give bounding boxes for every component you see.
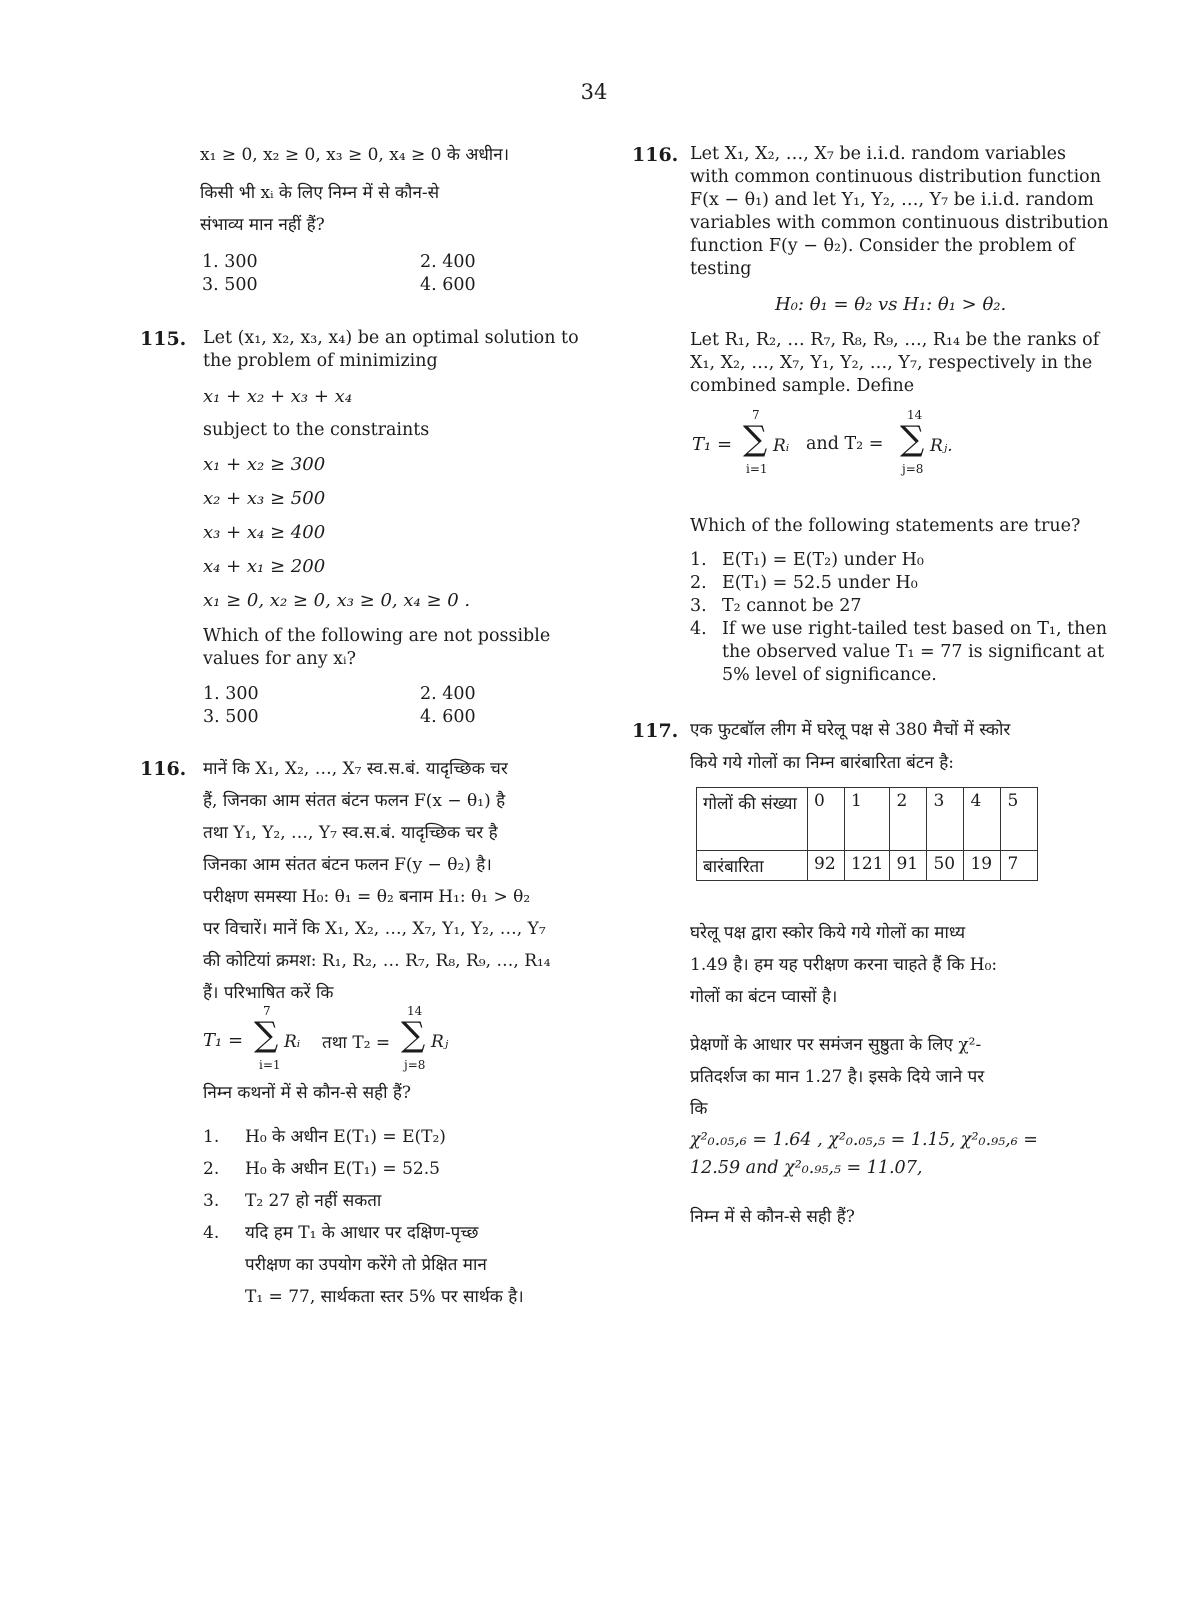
formula-join: तथा T₂ =: [322, 1033, 391, 1053]
q115-text-line1: Let (x₁, x₂, x₃, x₄) be an optimal solution to: [203, 328, 579, 348]
q115-option-1: 1. 300: [203, 684, 259, 704]
q114-option-2: 2. 400: [420, 252, 476, 272]
sum-lower-limit: i=1: [259, 1058, 281, 1072]
q116-option-4: If we use right-tailed test based on T₁, then: [722, 619, 1107, 639]
sum-lower-limit: j=8: [404, 1058, 426, 1072]
formula-r1: Rᵢ: [773, 436, 790, 456]
q116-hi-option-2: H₀ के अधीन E(T₁) = 52.5: [245, 1159, 440, 1179]
formula-r2: Rⱼ.: [930, 436, 953, 456]
q116-hi-line: जिनका आम संतत बंटन फलन F(y − θ₂) है।: [203, 855, 492, 875]
q116-hi-option-4: यदि हम T₁ के आधार पर दक्षिण-पृच्छ: [245, 1223, 479, 1243]
table-cell: 121: [845, 851, 890, 881]
q115-subject: subject to the constraints: [203, 420, 430, 440]
q116-line: Let X₁, X₂, …, X₇ be i.i.d. random variables: [690, 144, 1067, 164]
sum-upper-limit: 7: [752, 408, 760, 422]
sum-upper-limit: 7: [263, 1004, 271, 1018]
q116-hi-option-4-cont: T₁ = 77, सार्थकता स्तर 5% पर सार्थक है।: [245, 1287, 524, 1307]
q117-question: निम्न में से कौन-से सही हैं?: [690, 1207, 855, 1227]
q114-option-3: 3. 500: [202, 275, 258, 295]
table-cell: 7: [1001, 851, 1038, 881]
q116-hi-line: मानें कि X₁, X₂, …, X₇ स्व.स.बं. यादृच्छिक चर: [203, 759, 508, 779]
q116-hi-line: हैं, जिनका आम संतत बंटन फलन F(x − θ₁) है: [203, 791, 506, 811]
q117-para1: 1.49 है। हम यह परीक्षण करना चाहते हैं कि H₀:: [690, 955, 998, 975]
q117-para2: प्रतिदर्शज का मान 1.27 है। इसके दिये जाने पर: [690, 1067, 985, 1087]
q116-option-4-cont: 5% level of significance.: [722, 665, 937, 685]
q116-hi-option-1: H₀ के अधीन E(T₁) = E(T₂): [245, 1127, 446, 1147]
q117-chi-values-line1: χ²₀.₀₅,₆ = 1.64 , χ²₀.₀₅,₅ = 1.15, χ²₀.₉₅,₆ =: [690, 1130, 1038, 1150]
q116-line2: X₁, X₂, …, X₇, Y₁, Y₂, …, Y₇, respectively in the: [690, 353, 1093, 373]
q116-question: Which of the following statements are true?: [690, 516, 1081, 536]
q117-para2: प्रेक्षणों के आधार पर समंजन सुष्ठुता के लिए χ²-: [690, 1035, 982, 1055]
q116-hi-line: की कोटियां क्रमश: R₁, R₂, … R₇, R₈, R₉, …, R₁₄: [203, 951, 551, 971]
q117-line: एक फुटबॉल लीग में घरेलू पक्ष से 380 मैचों में स्कोर: [690, 720, 1011, 740]
q114-question-hi-line1: किसी भी xᵢ के लिए निम्न में से कौन-से: [200, 183, 440, 203]
formula-t1: T₁ =: [692, 434, 733, 455]
formula-t1: T₁ =: [203, 1030, 244, 1051]
table-cell: 3: [927, 788, 964, 851]
q114-constraint-hi: x₁ ≥ 0, x₂ ≥ 0, x₃ ≥ 0, x₄ ≥ 0 के अधीन।: [200, 145, 510, 165]
q116-line: F(x − θ₁) and let Y₁, Y₂, …, Y₇ be i.i.d. random: [690, 190, 1094, 210]
q116-hi-option-num: 4.: [203, 1223, 220, 1243]
q116-option-num: 2.: [690, 573, 707, 593]
q116-number: 116.: [632, 144, 679, 166]
q115-text-line2: the problem of minimizing: [203, 351, 438, 371]
q116-hi-question: निम्न कथनों में से कौन-से सही हैं?: [203, 1083, 412, 1103]
q116-hi-option-num: 3.: [203, 1191, 220, 1211]
q116-hypothesis: H₀: θ₁ = θ₂ vs H₁: θ₁ > θ₂.: [775, 294, 1007, 315]
q116-hi-line: तथा Y₁, Y₂, …, Y₇ स्व.स.बं. यादृच्छिक चर है: [203, 823, 498, 843]
q116-line: function F(y − θ₂). Consider the problem of: [690, 236, 1075, 256]
q116-line2: Let R₁, R₂, … R₇, R₈, R₉, …, R₁₄ be the ranks of: [690, 330, 1100, 350]
q117-para2: कि: [690, 1099, 708, 1119]
q115-question-line1: Which of the following are not possible: [203, 626, 551, 646]
q115-objective: x₁ + x₂ + x₃ + x₄: [203, 386, 353, 407]
q116-hi-number: 116.: [140, 758, 187, 780]
q116-option-num: 1.: [690, 550, 707, 570]
frequency-table: [696, 787, 1038, 881]
formula-r1: Rᵢ: [284, 1032, 301, 1052]
q117-chi-values-line2: 12.59 and χ²₀.₉₅,₅ = 11.07,: [690, 1158, 923, 1178]
sum-upper-limit: 14: [407, 1004, 423, 1018]
q114-option-1: 1. 300: [202, 252, 258, 272]
q116-option-3: T₂ cannot be 27: [722, 596, 862, 616]
q115-option-4: 4. 600: [420, 707, 476, 727]
q117-para1: घरेलू पक्ष द्वारा स्कोर किये गये गोलों का माध्य: [690, 923, 966, 943]
q115-question-line2: values for any xᵢ?: [203, 649, 356, 669]
q116-option-num: 4.: [690, 619, 707, 639]
table-cell: 50: [927, 851, 964, 881]
table-cell: 91: [890, 851, 927, 881]
table-row: [697, 851, 1038, 881]
q115-number: 115.: [140, 328, 187, 350]
sum-upper-limit: 14: [907, 408, 923, 422]
q114-option-4: 4. 600: [420, 275, 476, 295]
table-cell: 5: [1001, 788, 1038, 851]
q116-hi-option-num: 2.: [203, 1159, 220, 1179]
sigma-symbol: ∑: [401, 1015, 426, 1055]
q115-option-2: 2. 400: [420, 684, 476, 704]
q116-line: testing: [690, 259, 752, 279]
page-number: 34: [580, 80, 608, 104]
table-row: [697, 788, 1038, 851]
sum-lower-limit: j=8: [902, 462, 924, 476]
sum-lower-limit: i=1: [746, 462, 768, 476]
q116-hi-line: परीक्षण समस्या H₀: θ₁ = θ₂ बनाम H₁: θ₁ > θ₂: [203, 887, 531, 907]
q117-para1: गोलों का बंटन प्वासों है।: [690, 987, 838, 1007]
q116-line: variables with common continuous distribution: [690, 213, 1109, 233]
table-label-frequency: बारंबारिता: [697, 851, 808, 881]
q115-constraint-3: x₃ + x₄ ≥ 400: [203, 522, 326, 543]
q117-number: 117.: [632, 720, 679, 742]
q117-line: किये गये गोलों का निम्न बारंबारिता बंटन है:: [690, 753, 955, 773]
q115-constraint-1: x₁ + x₂ ≥ 300: [203, 454, 326, 475]
q116-hi-line: हैं। परिभाषित करें कि: [203, 983, 334, 1003]
q116-hi-option-num: 1.: [203, 1127, 220, 1147]
table-cell: 1: [845, 788, 890, 851]
table-cell: 2: [890, 788, 927, 851]
q116-hi-option-4-cont: परीक्षण का उपयोग करेंगे तो प्रेक्षित मान: [245, 1255, 487, 1275]
table-cell: 19: [964, 851, 1001, 881]
table-cell: 92: [808, 851, 845, 881]
q115-nonneg: x₁ ≥ 0, x₂ ≥ 0, x₃ ≥ 0, x₄ ≥ 0 .: [203, 590, 471, 611]
q116-option-2: E(T₁) = 52.5 under H₀: [722, 573, 918, 593]
sigma-symbol: ∑: [743, 419, 768, 459]
q114-question-hi-line2: संभाव्य मान नहीं हैं?: [200, 215, 325, 235]
q116-hi-line: पर विचारें। मानें कि X₁, X₂, …, X₇, Y₁, Y₂, …, Y₇: [203, 919, 546, 939]
formula-join: and T₂ =: [806, 434, 884, 454]
q115-constraint-2: x₂ + x₃ ≥ 500: [203, 488, 326, 509]
table-label-goals: गोलों की संख्या: [697, 788, 808, 851]
q116-option-1: E(T₁) = E(T₂) under H₀: [722, 550, 924, 570]
sigma-symbol: ∑: [254, 1015, 279, 1055]
q115-option-3: 3. 500: [203, 707, 259, 727]
q116-option-4-cont: the observed value T₁ = 77 is significant at: [722, 642, 1105, 662]
q115-constraint-4: x₄ + x₁ ≥ 200: [203, 556, 326, 577]
q116-line2: combined sample. Define: [690, 376, 915, 396]
table-cell: 0: [808, 788, 845, 851]
q116-option-num: 3.: [690, 596, 707, 616]
formula-r2: Rⱼ: [431, 1032, 449, 1052]
sigma-symbol: ∑: [900, 419, 925, 459]
q116-hi-option-3: T₂ 27 हो नहीं सकता: [245, 1191, 382, 1211]
table-cell: 4: [964, 788, 1001, 851]
q116-line: with common continuous distribution function: [690, 167, 1101, 187]
